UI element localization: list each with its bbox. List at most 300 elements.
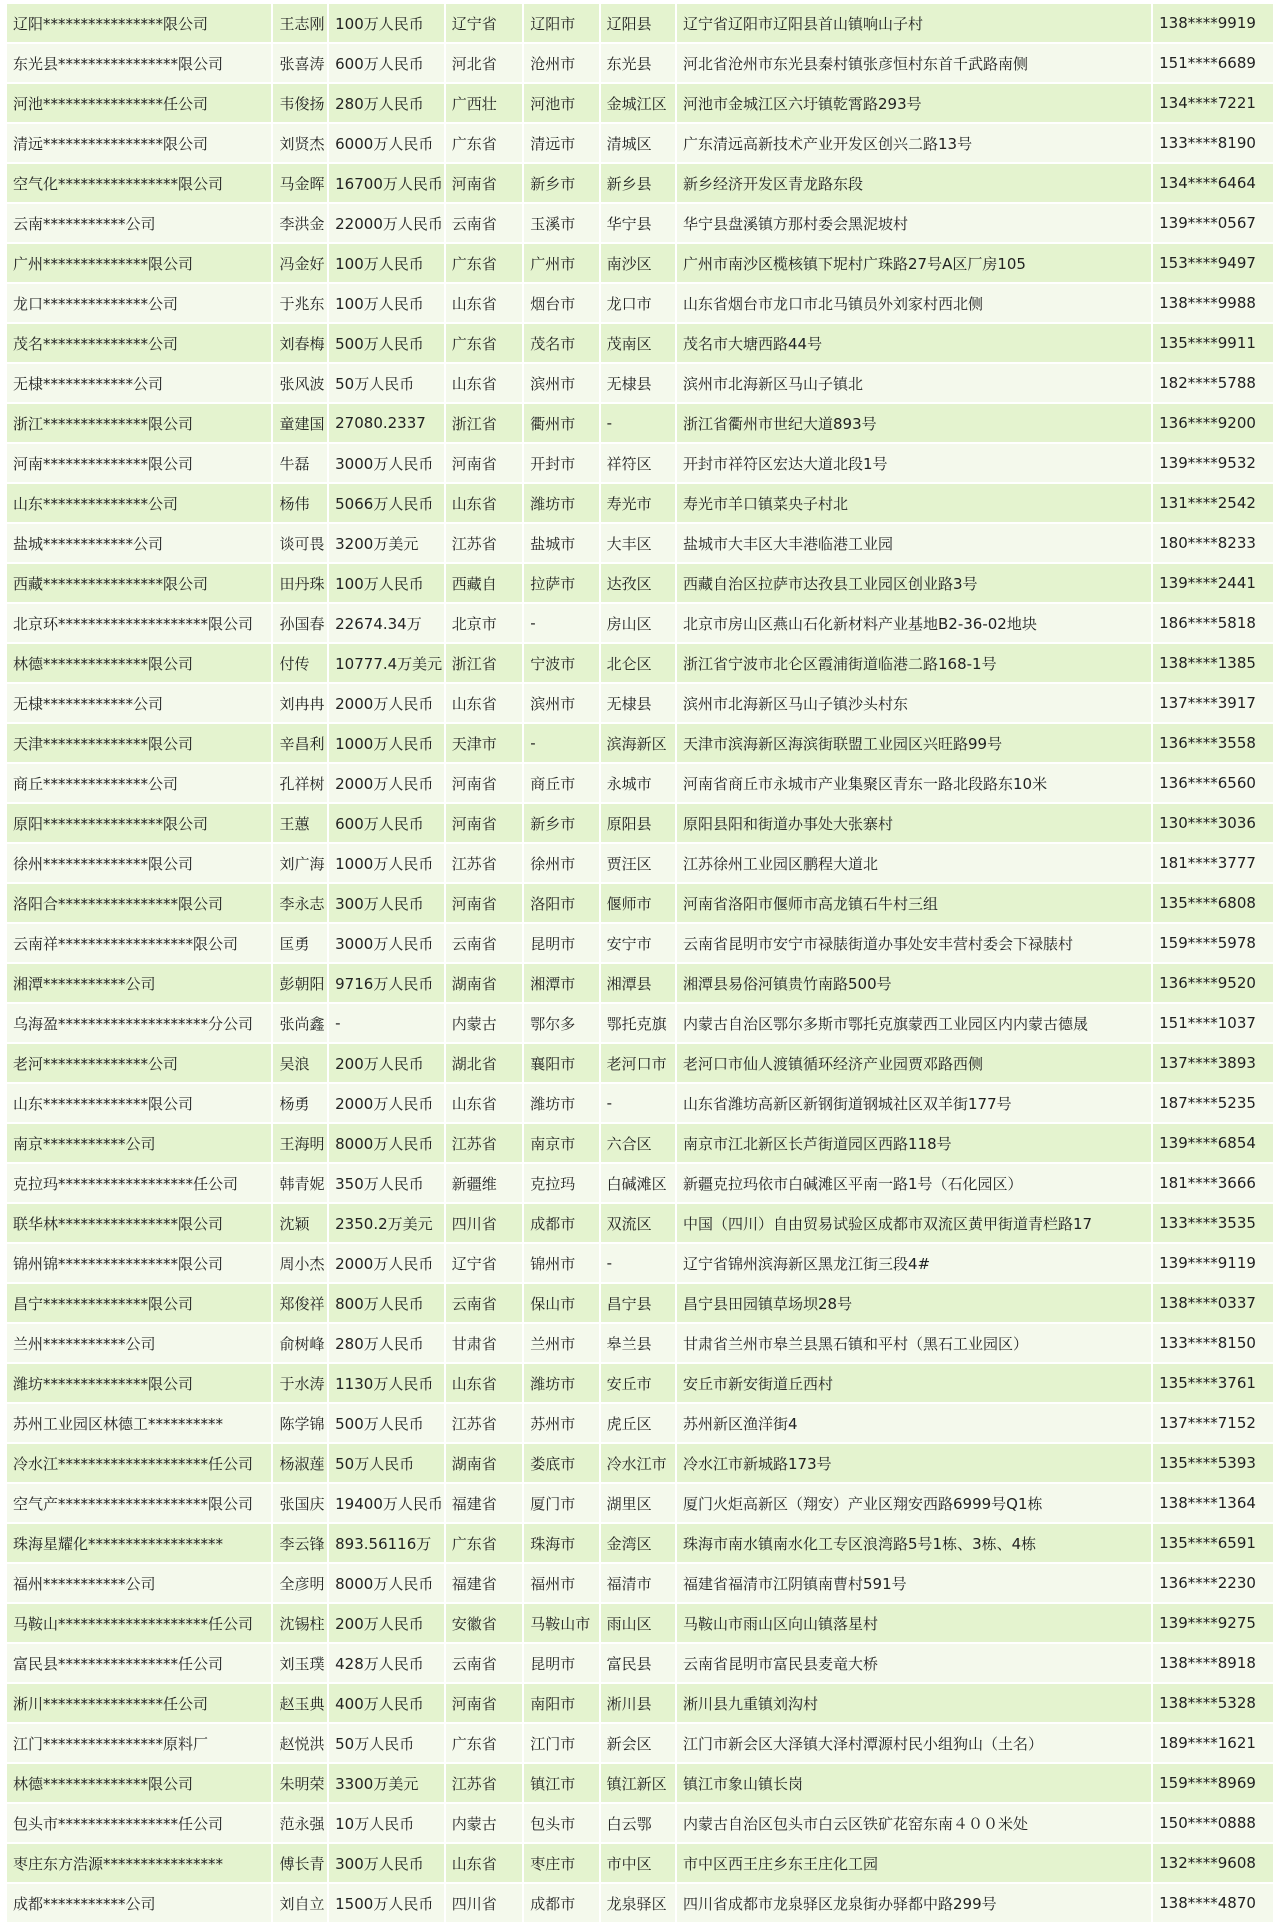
table-row (7, 1244, 1273, 1284)
registered-capital-cell: 19400万人民币 (329, 1484, 444, 1524)
city-cell: 成都市 (524, 1204, 598, 1244)
registered-capital-cell: 22000万人民币 (329, 204, 444, 244)
registered-capital-cell: 600万人民币 (329, 804, 444, 844)
province-cell: 山东省 (446, 1084, 522, 1124)
table-row (7, 4, 1273, 44)
phone-cell: 135****3761 (1153, 1364, 1273, 1404)
province-cell: 四川省 (446, 1204, 522, 1244)
table-row (7, 844, 1273, 884)
phone-cell: 187****5235 (1153, 1084, 1273, 1124)
province-cell: 广东省 (446, 244, 522, 284)
city-cell: 包头市 (524, 1804, 598, 1844)
city-cell: - (524, 604, 598, 644)
address-cell: 内蒙古自治区鄂尔多斯市鄂托克旗蒙西工业园区内内蒙古德晟 (677, 1004, 1151, 1044)
province-cell: 江苏省 (446, 524, 522, 564)
company-name-cell: 珠海星耀化****************** (7, 1524, 271, 1564)
company-name-cell: 北京环********************限公司 (7, 604, 271, 644)
province-cell: 浙江省 (446, 404, 522, 444)
address-cell: 西藏自治区拉萨市达孜县工业园区创业路3号 (677, 564, 1151, 604)
address-cell: 河南省洛阳市偃师市高龙镇石牛村三组 (677, 884, 1151, 924)
city-cell: 新乡市 (524, 164, 598, 204)
company-name-cell: 无棣************公司 (7, 364, 271, 404)
company-name-cell: 无棣************公司 (7, 684, 271, 724)
table-row (7, 1604, 1273, 1644)
province-cell: 河南省 (446, 1684, 522, 1724)
table-row (7, 1404, 1273, 1444)
city-cell: 徐州市 (524, 844, 598, 884)
city-cell: 锦州市 (524, 1244, 598, 1284)
city-cell: 枣庄市 (524, 1844, 598, 1884)
address-cell: 湘潭县易俗河镇贵竹南路500号 (677, 964, 1151, 1004)
phone-cell: 132****9608 (1153, 1844, 1273, 1884)
table-row (7, 524, 1273, 564)
district-cell: 皋兰县 (601, 1324, 675, 1364)
company-name-cell: 徐州**************限公司 (7, 844, 271, 884)
table-row (7, 1884, 1273, 1924)
company-name-cell: 冷水江********************任公司 (7, 1444, 271, 1484)
phone-cell: 139****2441 (1153, 564, 1273, 604)
phone-cell: 136****2230 (1153, 1564, 1273, 1604)
address-cell: 福建省福清市江阴镇南曹村591号 (677, 1564, 1151, 1604)
province-cell: 辽宁省 (446, 4, 522, 44)
province-cell: 辽宁省 (446, 1244, 522, 1284)
address-cell: 盐城市大丰区大丰港临港工业园 (677, 524, 1151, 564)
phone-cell: 139****6854 (1153, 1124, 1273, 1164)
table-row (7, 1364, 1273, 1404)
address-cell: 新疆克拉玛依市白碱滩区平南一路1号（石化园区） (677, 1164, 1151, 1204)
company-name-cell: 西藏****************限公司 (7, 564, 271, 604)
phone-cell: 150****0888 (1153, 1804, 1273, 1844)
phone-cell: 130****3036 (1153, 804, 1273, 844)
registered-capital-cell: 50万人民币 (329, 1444, 444, 1484)
district-cell: 新会区 (601, 1724, 675, 1764)
registered-capital-cell: 300万人民币 (329, 884, 444, 924)
address-cell: 昌宁县田园镇草场坝28号 (677, 1284, 1151, 1324)
city-cell: 潍坊市 (524, 1364, 598, 1404)
registered-capital-cell: 300万人民币 (329, 1844, 444, 1884)
district-cell: 鄂托克旗 (601, 1004, 675, 1044)
district-cell: 偃师市 (601, 884, 675, 924)
legal-person-cell: 沈颖 (273, 1204, 327, 1244)
company-name-cell: 河南**************限公司 (7, 444, 271, 484)
address-cell: 镇江市象山镇长岗 (677, 1764, 1151, 1804)
address-cell: 山东省潍坊高新区新钢街道钢城社区双羊街177号 (677, 1084, 1151, 1124)
district-cell: 镇江新区 (601, 1764, 675, 1804)
registered-capital-cell: 1000万人民币 (329, 724, 444, 764)
phone-cell: 131****2542 (1153, 484, 1273, 524)
province-cell: 河南省 (446, 444, 522, 484)
company-name-cell: 兰州***********公司 (7, 1324, 271, 1364)
legal-person-cell: 谈可畏 (273, 524, 327, 564)
phone-cell: 138****4870 (1153, 1884, 1273, 1924)
company-name-cell: 昌宁**************限公司 (7, 1284, 271, 1324)
city-cell: 宁波市 (524, 644, 598, 684)
city-cell: 成都市 (524, 1884, 598, 1924)
company-name-cell: 商丘**************公司 (7, 764, 271, 804)
district-cell: 双流区 (601, 1204, 675, 1244)
registered-capital-cell: 2000万人民币 (329, 1244, 444, 1284)
phone-cell: 137****3893 (1153, 1044, 1273, 1084)
phone-cell: 133****3535 (1153, 1204, 1273, 1244)
district-cell: 贾汪区 (601, 844, 675, 884)
province-cell: 河南省 (446, 804, 522, 844)
district-cell: 安丘市 (601, 1364, 675, 1404)
legal-person-cell: 王海明 (273, 1124, 327, 1164)
city-cell: 潍坊市 (524, 1084, 598, 1124)
legal-person-cell: 赵玉典 (273, 1684, 327, 1724)
registered-capital-cell: 6000万人民币 (329, 124, 444, 164)
company-name-cell: 清远****************限公司 (7, 124, 271, 164)
table-row (7, 1324, 1273, 1364)
city-cell: 商丘市 (524, 764, 598, 804)
company-name-cell: 富民县****************任公司 (7, 1644, 271, 1684)
phone-cell: 138****9988 (1153, 284, 1273, 324)
table-row (7, 1764, 1273, 1804)
company-name-cell: 林德**************限公司 (7, 1764, 271, 1804)
legal-person-cell: 韩青妮 (273, 1164, 327, 1204)
legal-person-cell: 俞树峰 (273, 1324, 327, 1364)
table-row (7, 1844, 1273, 1884)
phone-cell: 138****0337 (1153, 1284, 1273, 1324)
district-cell: 雨山区 (601, 1604, 675, 1644)
table-row (7, 1564, 1273, 1604)
registered-capital-cell: 8000万人民币 (329, 1564, 444, 1604)
district-cell: 市中区 (601, 1844, 675, 1884)
legal-person-cell: 刘春梅 (273, 324, 327, 364)
address-cell: 滨州市北海新区马山子镇沙头村东 (677, 684, 1151, 724)
legal-person-cell: 彭朝阳 (273, 964, 327, 1004)
company-name-cell: 山东**************公司 (7, 484, 271, 524)
district-cell: 祥符区 (601, 444, 675, 484)
phone-cell: 133****8190 (1153, 124, 1273, 164)
province-cell: 内蒙古 (446, 1004, 522, 1044)
address-cell: 老河口市仙人渡镇循环经济产业园贾邓路西侧 (677, 1044, 1151, 1084)
legal-person-cell: 杨勇 (273, 1084, 327, 1124)
company-name-cell: 东光县****************限公司 (7, 44, 271, 84)
phone-cell: 186****5818 (1153, 604, 1273, 644)
address-cell: 马鞍山市雨山区向山镇落星村 (677, 1604, 1151, 1644)
legal-person-cell: 韦俊扬 (273, 84, 327, 124)
district-cell: 南沙区 (601, 244, 675, 284)
district-cell: 大丰区 (601, 524, 675, 564)
city-cell: 镇江市 (524, 1764, 598, 1804)
legal-person-cell: 李云锋 (273, 1524, 327, 1564)
company-name-cell: 湘潭***********公司 (7, 964, 271, 1004)
table-row (7, 204, 1273, 244)
registered-capital-cell: 8000万人民币 (329, 1124, 444, 1164)
address-cell: 天津市滨海新区海滨街联盟工业园区兴旺路99号 (677, 724, 1151, 764)
legal-person-cell: 沈锡柱 (273, 1604, 327, 1644)
address-cell: 广州市南沙区榄核镇下坭村广珠路27号A区厂房105 (677, 244, 1151, 284)
legal-person-cell: 张尚鑫 (273, 1004, 327, 1044)
address-cell: 中国（四川）自由贸易试验区成都市双流区黄甲街道青栏路17 (677, 1204, 1151, 1244)
registered-capital-cell: 3000万人民币 (329, 924, 444, 964)
province-cell: 江苏省 (446, 1764, 522, 1804)
province-cell: 广东省 (446, 124, 522, 164)
city-cell: 昆明市 (524, 1644, 598, 1684)
province-cell: 新疆维 (446, 1164, 522, 1204)
district-cell: 寿光市 (601, 484, 675, 524)
table-row (7, 244, 1273, 284)
province-cell: 广西壮 (446, 84, 522, 124)
phone-cell: 136****3558 (1153, 724, 1273, 764)
registered-capital-cell: 100万人民币 (329, 4, 444, 44)
province-cell: 广东省 (446, 1524, 522, 1564)
phone-cell: 135****9911 (1153, 324, 1273, 364)
registered-capital-cell: 200万人民币 (329, 1044, 444, 1084)
legal-person-cell: 辛昌利 (273, 724, 327, 764)
city-cell: 衢州市 (524, 404, 598, 444)
legal-person-cell: 李永志 (273, 884, 327, 924)
registered-capital-cell: 200万人民币 (329, 1604, 444, 1644)
table-body (7, 4, 1273, 1924)
address-cell: 浙江省衢州市世纪大道893号 (677, 404, 1151, 444)
phone-cell: 138****9919 (1153, 4, 1273, 44)
company-name-cell: 空气产********************限公司 (7, 1484, 271, 1524)
city-cell: 滨州市 (524, 364, 598, 404)
province-cell: 江苏省 (446, 1124, 522, 1164)
registered-capital-cell: 50万人民币 (329, 1724, 444, 1764)
company-name-cell: 山东**************限公司 (7, 1084, 271, 1124)
legal-person-cell: 童建国 (273, 404, 327, 444)
province-cell: 山东省 (446, 1844, 522, 1884)
company-name-cell: 包头市****************任公司 (7, 1804, 271, 1844)
company-name-cell: 盐城************公司 (7, 524, 271, 564)
table-row (7, 324, 1273, 364)
registered-capital-cell: 2000万人民币 (329, 1084, 444, 1124)
city-cell: 珠海市 (524, 1524, 598, 1564)
city-cell: 娄底市 (524, 1444, 598, 1484)
district-cell: - (601, 404, 675, 444)
company-name-cell: 广州**************限公司 (7, 244, 271, 284)
phone-cell: 135****5393 (1153, 1444, 1273, 1484)
legal-person-cell: 赵悦洪 (273, 1724, 327, 1764)
district-cell: 东光县 (601, 44, 675, 84)
company-name-cell: 淅川****************任公司 (7, 1684, 271, 1724)
address-cell: 辽宁省锦州滨海新区黑龙江街三段4# (677, 1244, 1151, 1284)
table-row (7, 1204, 1273, 1244)
district-cell: 老河口市 (601, 1044, 675, 1084)
registered-capital-cell: 16700万人民币 (329, 164, 444, 204)
city-cell: 玉溪市 (524, 204, 598, 244)
city-cell: 湘潭市 (524, 964, 598, 1004)
phone-cell: 180****8233 (1153, 524, 1273, 564)
registered-capital-cell: 800万人民币 (329, 1284, 444, 1324)
legal-person-cell: 于水涛 (273, 1364, 327, 1404)
phone-cell: 151****6689 (1153, 44, 1273, 84)
registered-capital-cell: 5066万人民币 (329, 484, 444, 524)
phone-cell: 135****6808 (1153, 884, 1273, 924)
legal-person-cell: 王志刚 (273, 4, 327, 44)
city-cell: 盐城市 (524, 524, 598, 564)
table-row (7, 564, 1273, 604)
table-row (7, 884, 1273, 924)
address-cell: 茂名市大塘西路44号 (677, 324, 1151, 364)
province-cell: 四川省 (446, 1884, 522, 1924)
company-name-cell: 原阳****************限公司 (7, 804, 271, 844)
phone-cell: 136****6560 (1153, 764, 1273, 804)
city-cell: 清远市 (524, 124, 598, 164)
province-cell: 内蒙古 (446, 1804, 522, 1844)
address-cell: 山东省烟台市龙口市北马镇员外刘家村西北侧 (677, 284, 1151, 324)
address-cell: 江苏徐州工业园区鹏程大道北 (677, 844, 1151, 884)
city-cell: 滨州市 (524, 684, 598, 724)
city-cell: 广州市 (524, 244, 598, 284)
city-cell: 马鞍山市 (524, 1604, 598, 1644)
province-cell: 云南省 (446, 1644, 522, 1684)
legal-person-cell: 范永强 (273, 1804, 327, 1844)
city-cell: 襄阳市 (524, 1044, 598, 1084)
city-cell: 鄂尔多 (524, 1004, 598, 1044)
table-row (7, 1444, 1273, 1484)
legal-person-cell: 孙国春 (273, 604, 327, 644)
table-row (7, 84, 1273, 124)
registered-capital-cell: 600万人民币 (329, 44, 444, 84)
address-cell: 辽宁省辽阳市辽阳县首山镇响山子村 (677, 4, 1151, 44)
legal-person-cell: 王蕙 (273, 804, 327, 844)
phone-cell: 153****9497 (1153, 244, 1273, 284)
address-cell: 北京市房山区燕山石化新材料产业基地B2-36-02地块 (677, 604, 1151, 644)
table-row (7, 284, 1273, 324)
address-cell: 浙江省宁波市北仑区霞浦街道临港二路168-1号 (677, 644, 1151, 684)
address-cell: 河南省商丘市永城市产业集聚区青东一路北段路东10米 (677, 764, 1151, 804)
registered-capital-cell: 10万人民币 (329, 1804, 444, 1844)
province-cell: 云南省 (446, 204, 522, 244)
phone-cell: 133****8150 (1153, 1324, 1273, 1364)
district-cell: 无棣县 (601, 684, 675, 724)
city-cell: 克拉玛 (524, 1164, 598, 1204)
registered-capital-cell: 280万人民币 (329, 84, 444, 124)
registered-capital-cell: 3200万美元 (329, 524, 444, 564)
address-cell: 河池市金城江区六圩镇乾霄路293号 (677, 84, 1151, 124)
table-row (7, 1084, 1273, 1124)
legal-person-cell: 冯金好 (273, 244, 327, 284)
legal-person-cell: 杨伟 (273, 484, 327, 524)
phone-cell: 138****5328 (1153, 1684, 1273, 1724)
legal-person-cell: 周小杰 (273, 1244, 327, 1284)
registered-capital-cell: 1000万人民币 (329, 844, 444, 884)
legal-person-cell: 田丹珠 (273, 564, 327, 604)
registered-capital-cell: 350万人民币 (329, 1164, 444, 1204)
table-row (7, 124, 1273, 164)
city-cell: 厦门市 (524, 1484, 598, 1524)
registered-capital-cell: 280万人民币 (329, 1324, 444, 1364)
company-name-cell: 苏州工业园区林德工********** (7, 1404, 271, 1444)
address-cell: 甘肃省兰州市皋兰县黑石镇和平村（黑石工业园区） (677, 1324, 1151, 1364)
legal-person-cell: 刘冉冉 (273, 684, 327, 724)
registered-capital-cell: - (329, 1004, 444, 1044)
company-name-cell: 空气化****************限公司 (7, 164, 271, 204)
registered-capital-cell: 2350.2万美元 (329, 1204, 444, 1244)
table-row (7, 1044, 1273, 1084)
phone-cell: 151****1037 (1153, 1004, 1273, 1044)
table-row (7, 1124, 1273, 1164)
company-name-cell: 辽阳****************限公司 (7, 4, 271, 44)
registered-capital-cell: 50万人民币 (329, 364, 444, 404)
district-cell: 昌宁县 (601, 1284, 675, 1324)
address-cell: 云南省昆明市安宁市禄脿街道办事处安丰营村委会下禄脿村 (677, 924, 1151, 964)
company-name-cell: 林德**************限公司 (7, 644, 271, 684)
table-row (7, 1164, 1273, 1204)
city-cell: - (524, 724, 598, 764)
legal-person-cell: 李洪金 (273, 204, 327, 244)
table-row (7, 1644, 1273, 1684)
district-cell: - (601, 1084, 675, 1124)
phone-cell: 138****8918 (1153, 1644, 1273, 1684)
province-cell: 广东省 (446, 324, 522, 364)
city-cell: 苏州市 (524, 1404, 598, 1444)
address-cell: 淅川县九重镇刘沟村 (677, 1684, 1151, 1724)
district-cell: 房山区 (601, 604, 675, 644)
city-cell: 沧州市 (524, 44, 598, 84)
address-cell: 安丘市新安街道丘西村 (677, 1364, 1151, 1404)
city-cell: 兰州市 (524, 1324, 598, 1364)
district-cell: 无棣县 (601, 364, 675, 404)
district-cell: 达孜区 (601, 564, 675, 604)
phone-cell: 134****7221 (1153, 84, 1273, 124)
district-cell: 六合区 (601, 1124, 675, 1164)
table-row (7, 444, 1273, 484)
district-cell: 淅川县 (601, 1684, 675, 1724)
address-cell: 冷水江市新城路173号 (677, 1444, 1151, 1484)
company-name-cell: 天津**************限公司 (7, 724, 271, 764)
table-row (7, 1724, 1273, 1764)
district-cell: - (601, 1244, 675, 1284)
district-cell: 永城市 (601, 764, 675, 804)
district-cell: 金城江区 (601, 84, 675, 124)
address-cell: 新乡经济开发区青龙路东段 (677, 164, 1151, 204)
phone-cell: 137****7152 (1153, 1404, 1273, 1444)
province-cell: 河南省 (446, 764, 522, 804)
district-cell: 辽阳县 (601, 4, 675, 44)
district-cell: 清城区 (601, 124, 675, 164)
table-row (7, 604, 1273, 644)
address-cell: 内蒙古自治区包头市白云区铁矿花窑东南４００米处 (677, 1804, 1151, 1844)
phone-cell: 159****8969 (1153, 1764, 1273, 1804)
registered-capital-cell: 400万人民币 (329, 1684, 444, 1724)
legal-person-cell: 郑俊祥 (273, 1284, 327, 1324)
legal-person-cell: 杨淑莲 (273, 1444, 327, 1484)
province-cell: 安徽省 (446, 1604, 522, 1644)
legal-person-cell: 刘自立 (273, 1884, 327, 1924)
legal-person-cell: 付传 (273, 644, 327, 684)
district-cell: 北仑区 (601, 644, 675, 684)
registered-capital-cell: 100万人民币 (329, 564, 444, 604)
address-cell: 华宁县盘溪镇方那村委会黑泥坡村 (677, 204, 1151, 244)
legal-person-cell: 刘玉璞 (273, 1644, 327, 1684)
phone-cell: 139****9532 (1153, 444, 1273, 484)
city-cell: 茂名市 (524, 324, 598, 364)
registered-capital-cell: 500万人民币 (329, 324, 444, 364)
district-cell: 虎丘区 (601, 1404, 675, 1444)
registered-capital-cell: 1130万人民币 (329, 1364, 444, 1404)
province-cell: 甘肃省 (446, 1324, 522, 1364)
company-name-cell: 乌海盈********************分公司 (7, 1004, 271, 1044)
table-row (7, 1804, 1273, 1844)
legal-person-cell: 张国庆 (273, 1484, 327, 1524)
table-row (7, 684, 1273, 724)
table-row (7, 804, 1273, 844)
province-cell: 河南省 (446, 884, 522, 924)
table-row (7, 1684, 1273, 1724)
legal-person-cell: 匡勇 (273, 924, 327, 964)
province-cell: 河北省 (446, 44, 522, 84)
city-cell: 江门市 (524, 1724, 598, 1764)
table-row (7, 364, 1273, 404)
registered-capital-cell: 3300万美元 (329, 1764, 444, 1804)
registered-capital-cell: 2000万人民币 (329, 764, 444, 804)
registered-capital-cell: 2000万人民币 (329, 684, 444, 724)
